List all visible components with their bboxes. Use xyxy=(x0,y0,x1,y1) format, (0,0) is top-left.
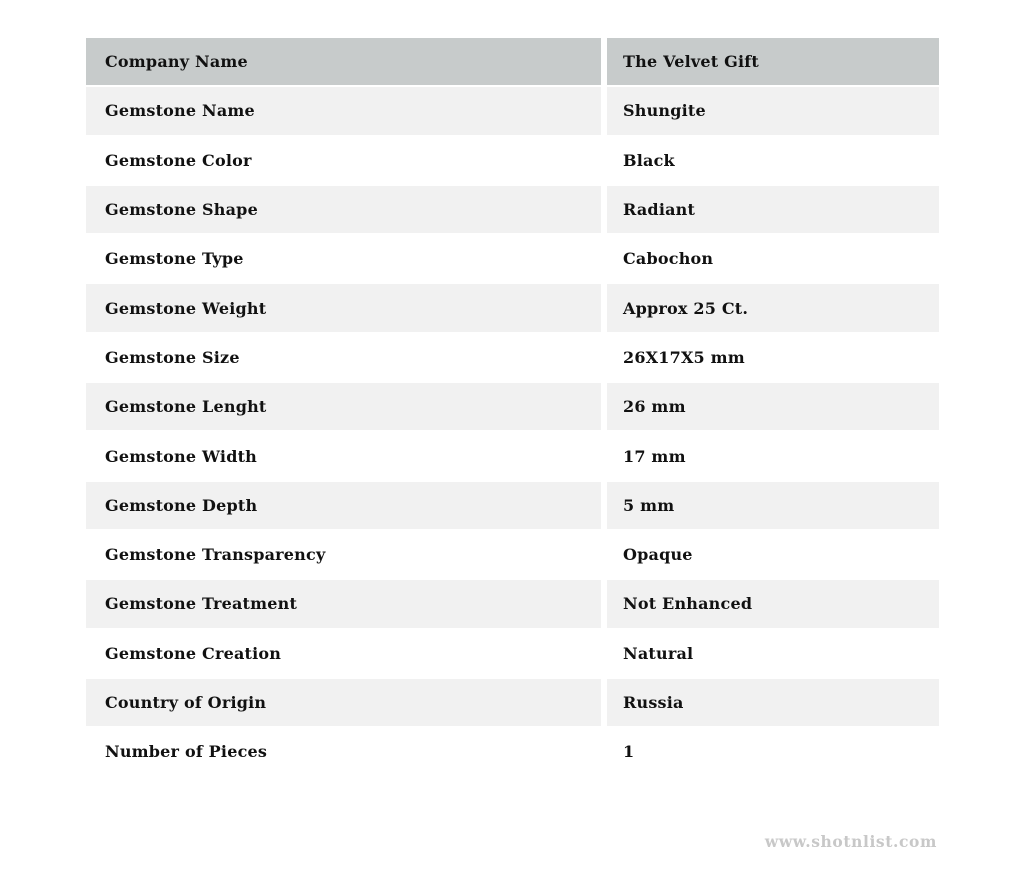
spec-label: Gemstone Type xyxy=(86,235,607,284)
table-row xyxy=(86,531,939,580)
table-row xyxy=(86,630,939,679)
spec-label: Gemstone Transparency xyxy=(86,531,607,580)
spec-label: Gemstone Color xyxy=(86,137,607,186)
spec-label: Gemstone Size xyxy=(86,334,607,383)
spec-label: Gemstone Creation xyxy=(86,630,607,679)
table-row xyxy=(86,137,939,186)
spec-value: 17 mm xyxy=(607,432,939,481)
spec-label: Gemstone Treatment xyxy=(86,580,607,629)
spec-label: Gemstone Depth xyxy=(86,482,607,531)
table-row xyxy=(86,186,939,235)
spec-table-body xyxy=(86,38,939,777)
spec-value: 5 mm xyxy=(607,482,939,531)
spec-value: Opaque xyxy=(607,531,939,580)
table-header-row xyxy=(86,38,939,87)
spec-value: Natural xyxy=(607,630,939,679)
spec-label: Gemstone Weight xyxy=(86,284,607,333)
spec-label: Gemstone Width xyxy=(86,432,607,481)
spec-value: Russia xyxy=(607,679,939,728)
spec-label: Company Name xyxy=(86,38,607,87)
spec-value: 26X17X5 mm xyxy=(607,334,939,383)
spec-value: The Velvet Gift xyxy=(607,38,939,87)
spec-value: 1 xyxy=(607,728,939,777)
table-row xyxy=(86,482,939,531)
spec-label: Gemstone Name xyxy=(86,87,607,136)
spec-value: Radiant xyxy=(607,186,939,235)
spec-label: Number of Pieces xyxy=(86,728,607,777)
table-row xyxy=(86,87,939,136)
table-row xyxy=(86,432,939,481)
table-row xyxy=(86,383,939,432)
gemstone-spec-table xyxy=(86,38,939,777)
spec-label: Country of Origin xyxy=(86,679,607,728)
spec-value: Black xyxy=(607,137,939,186)
table-row xyxy=(86,334,939,383)
table-row xyxy=(86,235,939,284)
table-row xyxy=(86,679,939,728)
spec-label: Gemstone Lenght xyxy=(86,383,607,432)
spec-label: Gemstone Shape xyxy=(86,186,607,235)
table-row xyxy=(86,728,939,777)
spec-value: Shungite xyxy=(607,87,939,136)
table-row xyxy=(86,580,939,629)
spec-value: Approx 25 Ct. xyxy=(607,284,939,333)
spec-value: Cabochon xyxy=(607,235,939,284)
watermark-text: www.shotnlist.com xyxy=(764,832,937,851)
table-row xyxy=(86,284,939,333)
spec-value: 26 mm xyxy=(607,383,939,432)
spec-value: Not Enhanced xyxy=(607,580,939,629)
